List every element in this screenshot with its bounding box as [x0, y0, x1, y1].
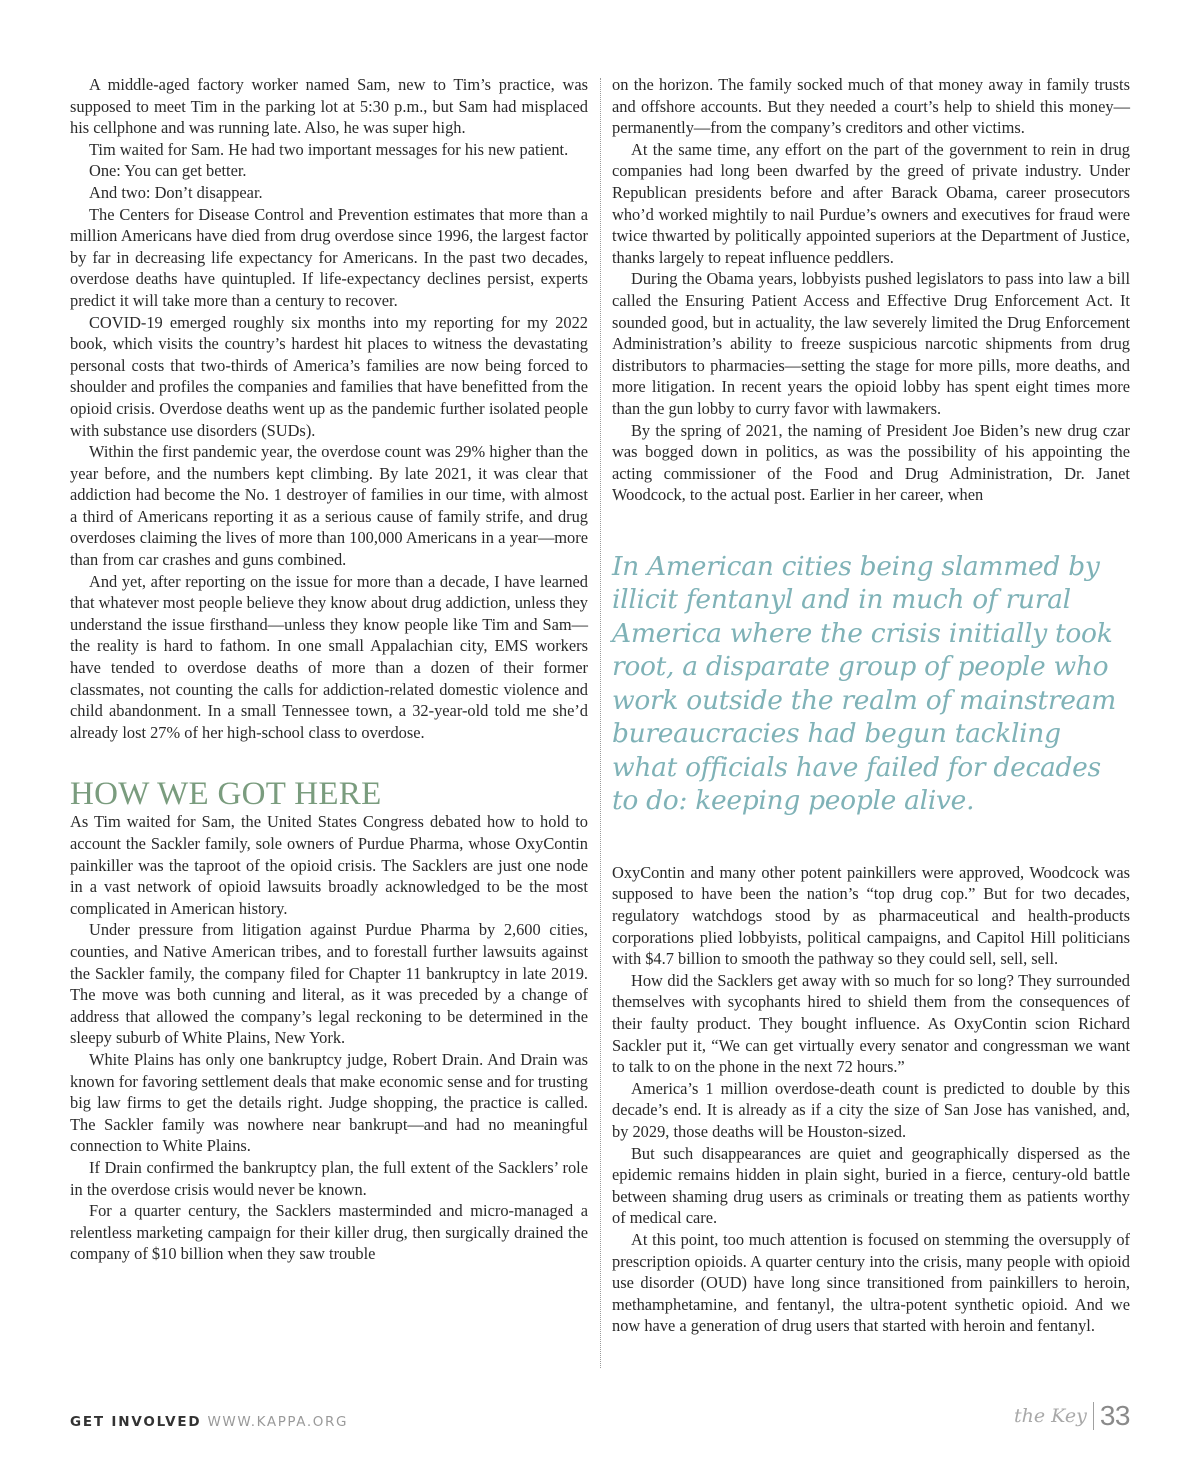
body-paragraph: As Tim waited for Sam, the United States Congress debated how to hold to account the Sackler family, sole owners of Purdue Pharma, whose OxyContin painkiller was the taproot of the opioid crisis. The Sacklers are just one node in a vast network of opioid lawsuits broadly acknowledged to be the most complicated in American history. [70, 812, 588, 918]
body-paragraph: But such disappearances are quiet and geographically dispersed as the epidemic remains hidden in plain sight, buried in a fierce, century-old battle between shaming drug users as criminals or treating them as patients worthy of medical care. [612, 1143, 1130, 1228]
body-paragraph: OxyContin and many other potent painkillers were approved, Woodcock was supposed to have been the nation’s “top drug cop.” But for two decades, regulatory watchdogs stood by as pharmaceutical and health-products corporations plied lobbyists, political campaigns, and Capitol Hill politicians with $4.7 billion to smooth the pathway so they could sell, sell, sell. [612, 862, 1130, 969]
body-paragraph: And yet, after reporting on the issue for more than a decade, I have learned that whatever most people believe they know about drug addiction, unless they understand the issue firsthand—unless they know people like Tim and Sam—the reality is hard to fathom. In one small Appalachian city, EMS workers have tended to overdose deaths of more than a dozen of their former classmates, not counting the calls for addiction-related domestic violence and child abandonment. In a small Tennessee town, a 32-year-old told me she’d already lost 27% of her high-school class to overdose. [70, 571, 588, 742]
body-paragraph: White Plains has only one bankruptcy judge, Robert Drain. And Drain was known for favoring settlement deals that make economic sense and for trusting big law firms to get the details right. Judge shopping, the practice is called. The Sackler family was nowhere near bankrupt—and had no meaningful connection to White Plains. [70, 1049, 588, 1156]
get-involved-label: GET INVOLVED [70, 1414, 202, 1430]
body-paragraph: At this point, too much attention is focused on stemming the oversupply of prescription opioids. A quarter century into the crisis, many people with opioid use disorder (OUD) have long since transitioned from painkillers to heroin, methamphetamine, and fentanyl, the ultra-potent synthetic opioid. And we now have a generation of drug users that started with heroin and fentanyl. [612, 1229, 1130, 1336]
body-paragraph: During the Obama years, lobbyists pushed legislators to pass into law a bill called the Ensuring Patient Access and Effective Drug Enforcement Act. It sounded good, but in actuality, the law severely limited the Drug Enforcement Administration’s ability to freeze suspicious narcotic shipments from drug distributors to pharmacies—setting the stage for more pills, more deaths, and more litigation. In recent years the opioid lobby has spent eight times more than the gun lobby to curry favor with lawmakers. [612, 269, 1130, 418]
right-column [612, 74, 1130, 1337]
body-paragraph: How did the Sacklers get away with so much for so long? They surrounded themselves with sycophants hired to shield them from the consequences of their faulty product. They bought influence. As OxyContin scion Richard Sackler put it, “We can get virtually every senator and congressman we want to talk to on the phone in the next 72 hours.” [612, 970, 1130, 1077]
pull-quote: In American cities being slammed by illicit fentanyl and in much of rural America where the crisis initially took root, a disparate group of people who work outside the realm of mainstream bureaucracies had begun tackling what officials have failed for decades to do: keeping people alive. [612, 550, 1116, 817]
body-paragraph: on the horizon. The family socked much of that money away in family trusts and offshore accounts. But they needed a court’s help to shield this money—permanently—from the company’s creditors and other victims. [612, 75, 1130, 138]
body-paragraph: And two: Don’t disappear. [89, 182, 263, 202]
body-paragraph: A middle-aged factory worker named Sam, new to Tim’s practice, was supposed to meet Tim in the parking lot at 5:30 p.m., but Sam had misplaced his cellphone and was running late. Also, he was super high. [70, 75, 588, 138]
page-number: 33 [1099, 1400, 1130, 1431]
body-paragraph: If Drain confirmed the bankruptcy plan, the full extent of the Sacklers’ role in the overdose crisis would never be known. [70, 1157, 588, 1199]
column-divider [600, 78, 601, 1368]
body-paragraph: Within the first pandemic year, the overdose count was 29% higher than the year before, and the numbers kept climbing. By late 2021, it was clear that addiction had become the No. 1 destroyer of families in our time, with almost a third of Americans reporting it as a serious cause of family strife, and drug overdoses claiming the lives of more than 100,000 Americans in a year—more than from car crashes and guns combined. [70, 442, 588, 570]
body-paragraph: Under pressure from litigation against Purdue Pharma by 2,600 cities, counties, and Native American tribes, and to forestall further lawsuits against the Sackler family, the company filed for Chapter 11 bankruptcy in late 2019. The move was both cunning and literal, as it was preceded by a change of address that allowed the company’s legal reckoning to be determined in the sleepy suburb of White Plains, New York. [70, 920, 588, 1048]
footer-get-involved [70, 1414, 348, 1430]
body-paragraph: America’s 1 million overdose-death count is predicted to double by this decade’s end. It is already as if a city the size of San Jose has vanished, and, by 2029, those deaths will be Houston-sized. [612, 1078, 1130, 1141]
section-heading: HOW WE GOT HERE [70, 776, 382, 813]
footer-url-link[interactable]: WWW.KAPPA.ORG [207, 1414, 349, 1430]
body-paragraph: Tim waited for Sam. He had two important messages for his new patient. [89, 139, 569, 159]
footer-page-mark [1014, 1396, 1130, 1436]
the-key-logo: the Key [1014, 1405, 1087, 1427]
body-paragraph: The Centers for Disease Control and Prevention estimates that more than a million Americans have died from drug overdose since 1996, the largest factor by far in decreasing life expectancy for Americans. In the past two decades, overdose deaths have quintupled. If life-expectancy declines persist, experts predict it will take more than a century to recover. [70, 204, 588, 310]
left-column [70, 74, 588, 1265]
body-paragraph: One: You can get better. [89, 161, 247, 181]
body-paragraph: At the same time, any effort on the part of the government to rein in drug companies had long been dwarfed by the greed of private industry. Under Republican presidents before and after Barack Obama, career prosecutors who’d worked mightily to nail Purdue’s owners and executives for fraud were twice thwarted by politically appointed superiors at the Department of Justice, thanks largely to repeat influence peddlers. [612, 139, 1130, 267]
body-paragraph: By the spring of 2021, the naming of President Joe Biden’s new drug czar was bogged down in politics, as was the possibility of his appointing the acting commissioner of the Food and Drug Administration, Dr. Janet Woodcock, to the actual post. Earlier in her career, when [612, 420, 1130, 505]
body-paragraph: For a quarter century, the Sacklers masterminded and micro-managed a relentless marketing campaign for their killer drug, then surgically drained the company of $10 billion when they saw trouble [70, 1201, 588, 1264]
footer-separator [1093, 1402, 1094, 1430]
body-paragraph: COVID-19 emerged roughly six months into my reporting for my 2022 book, which visits the country’s hardest hit places to witness the devastating personal costs that two-thirds of America’s families are now being forced to shoulder and profiles the companies and families that have benefitted from the opioid crisis. Overdose deaths went up as the pandemic further isolated people with substance use disorders (SUDs). [70, 312, 588, 440]
